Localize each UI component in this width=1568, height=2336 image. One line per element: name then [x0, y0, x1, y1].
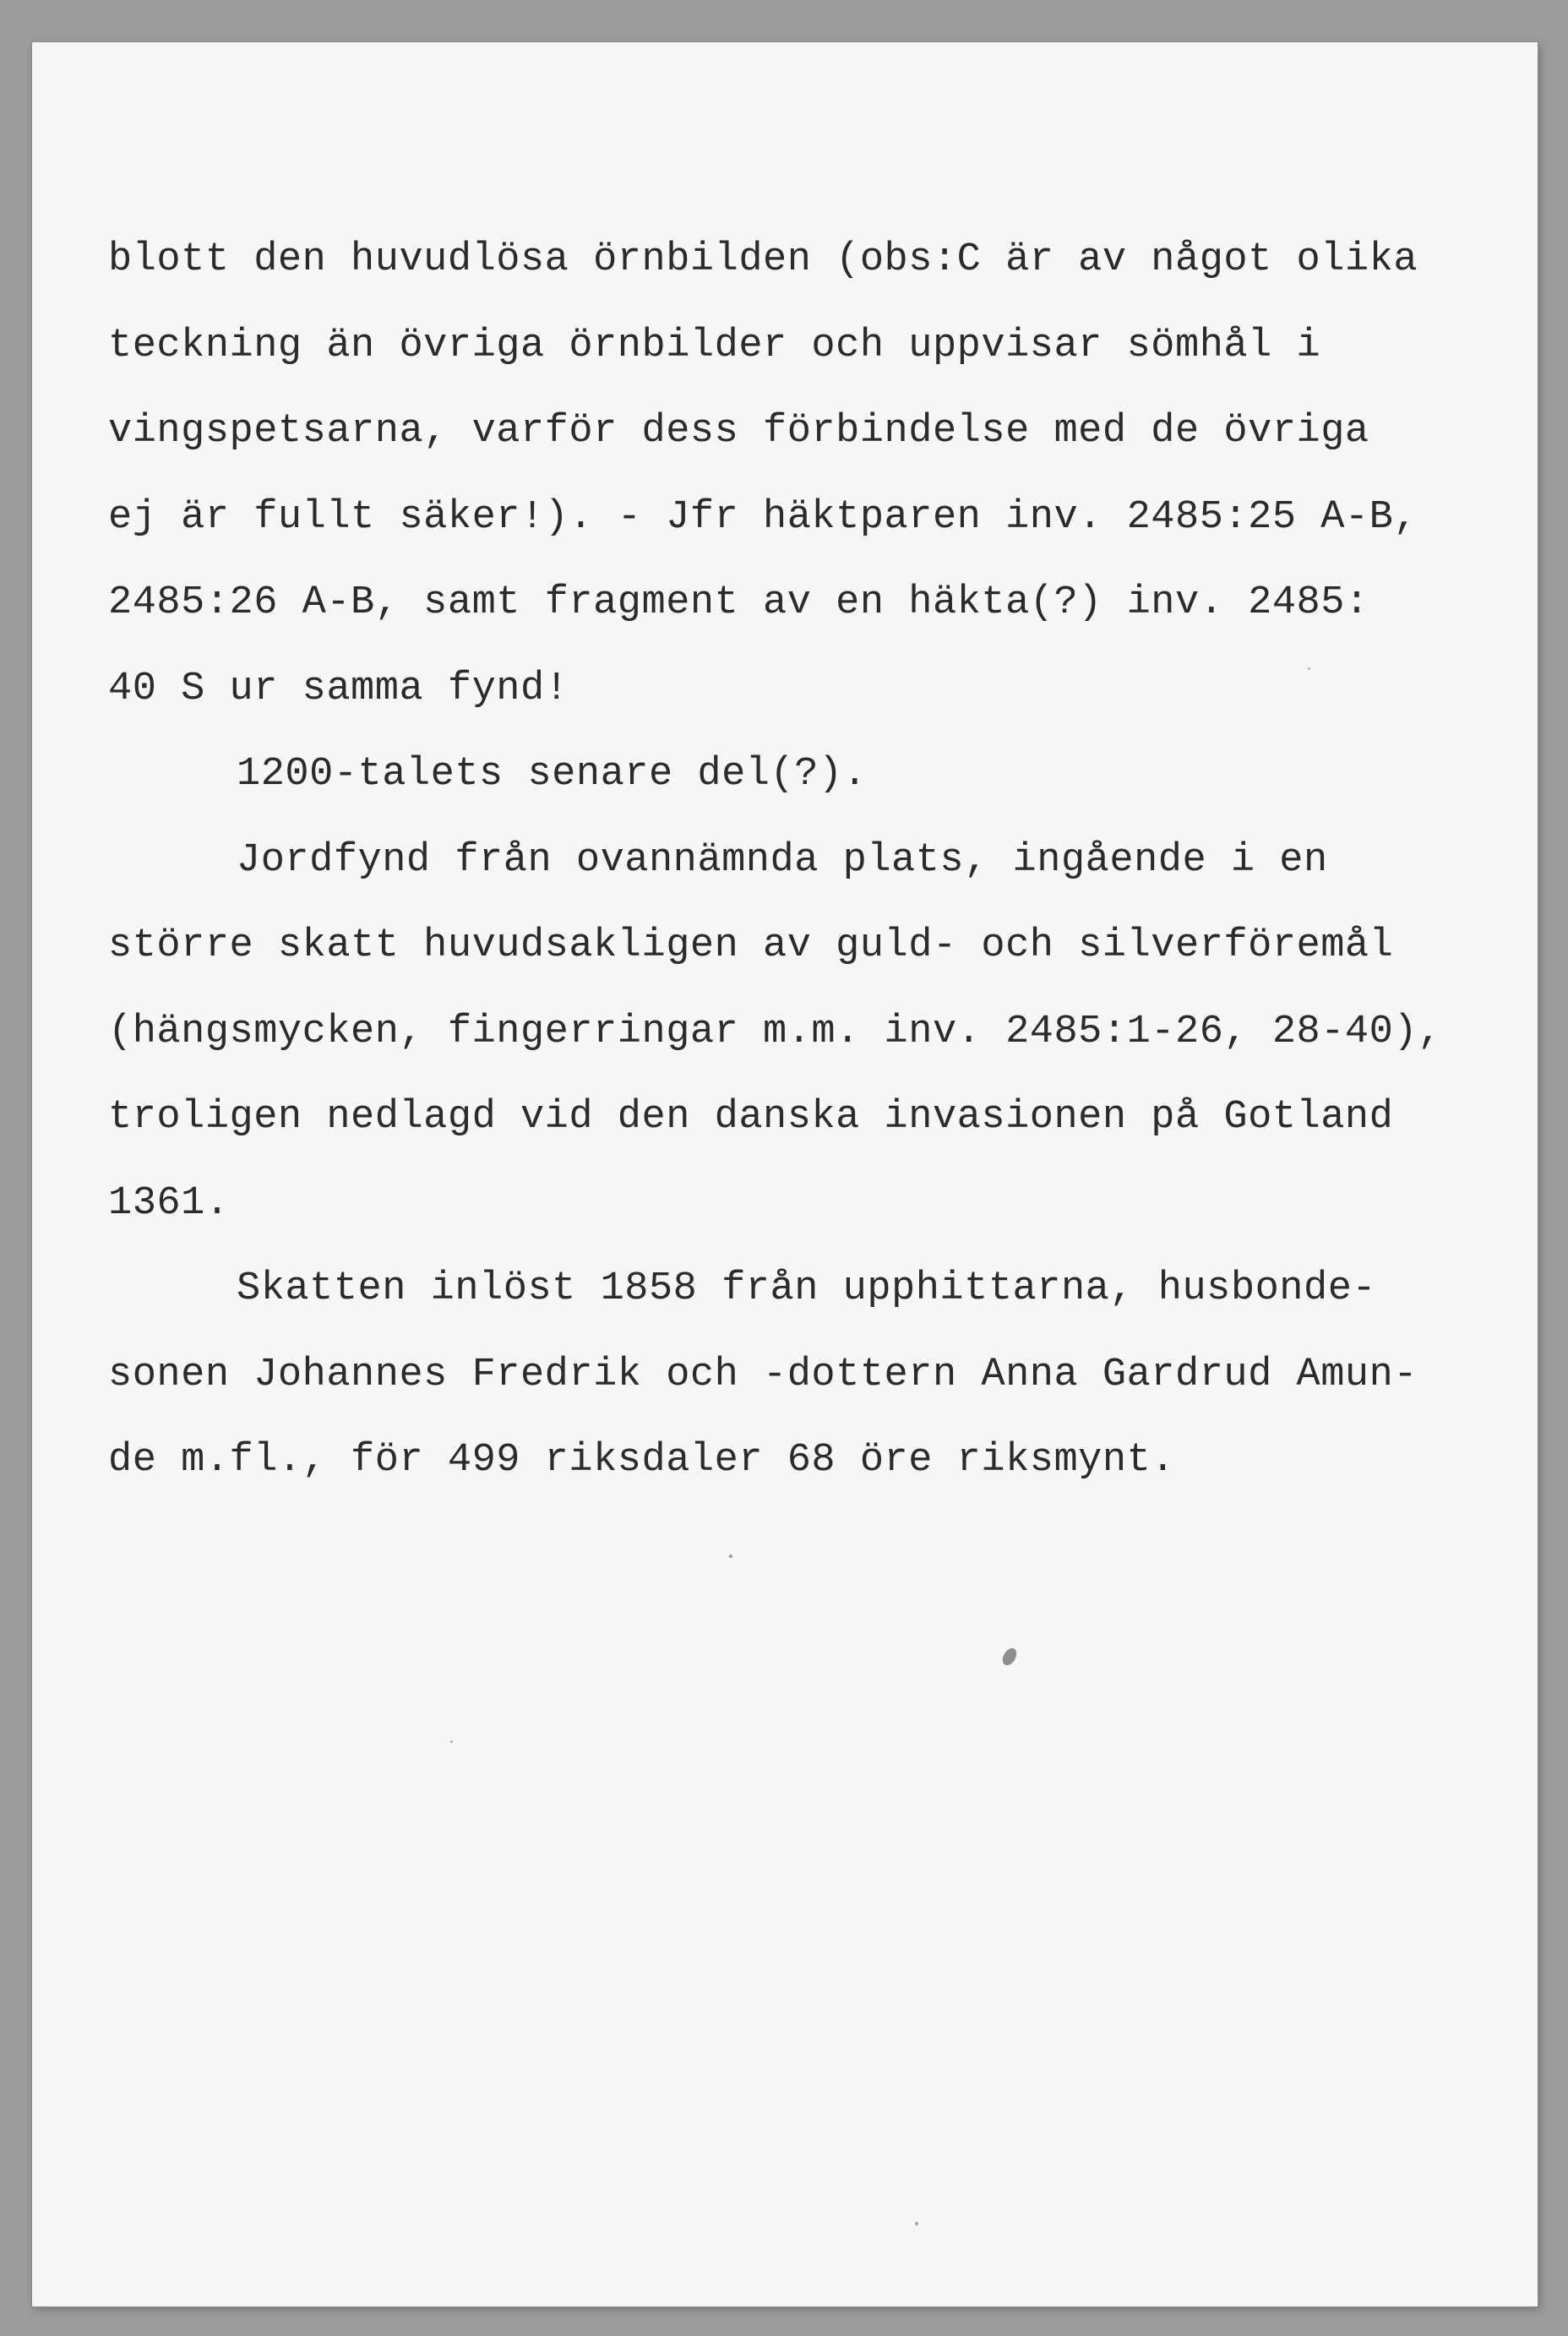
text-line: vingspetsarna, varför dess förbindelse med de övriga: [108, 409, 1369, 454]
text-line: sonen Johannes Fredrik och -dottern Anna Gardrud Amun-: [108, 1352, 1418, 1397]
text-line: större skatt huvudsakligen av guld- och silverföremål: [108, 923, 1394, 968]
text-line: (hängsmycken, fingerringar m.m. inv. 2485:1-26, 28-40),: [108, 1009, 1442, 1054]
text-line: ej är fullt säker!). - Jfr häktparen inv. 2485:25 A-B,: [108, 494, 1418, 540]
text-line: 1361.: [108, 1180, 230, 1226]
text-line: blott den huvudlösa örnbilden (obs:C är av något olika: [108, 237, 1418, 282]
paragraph-start-line: Jordfynd från ovannämnda plats, ingående i en: [237, 837, 1328, 883]
text-line: troligen nedlagd vid den danska invasionen på Gotland: [108, 1095, 1394, 1140]
text-line: 2485:26 A-B, samt fragment av en häkta(?) inv. 2485:: [108, 580, 1369, 625]
paper-speck: [450, 1740, 453, 1743]
paragraph-start-line: Skatten inlöst 1858 från upphittarna, husbonde-: [237, 1266, 1377, 1311]
typewritten-text: [108, 235, 1553, 1522]
text-line: teckning än övriga örnbilder och uppvisar sömhål i: [108, 323, 1321, 368]
paper-speck: [1308, 667, 1310, 670]
paper-speck: [999, 1646, 1019, 1668]
paper-speck: [915, 2222, 918, 2225]
text-line: de m.fl., för 499 riksdaler 68 öre riksmynt.: [108, 1438, 1176, 1483]
paper-speck: [729, 1555, 732, 1558]
paper-sheet: [32, 42, 1538, 2306]
text-line: 40 S ur samma fynd!: [108, 666, 569, 711]
dating-line: 1200-talets senare del(?).: [237, 752, 868, 797]
